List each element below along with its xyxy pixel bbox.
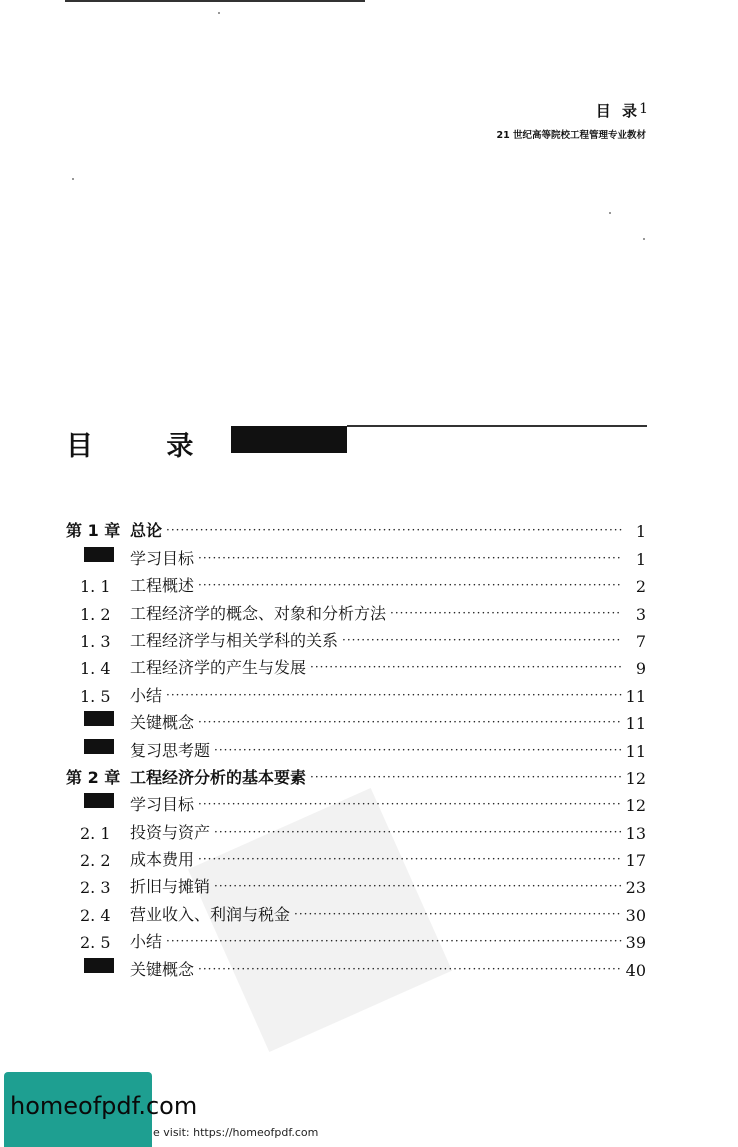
footer-visit-link[interactable]: e visit: https://homeofpdf.com	[153, 1126, 319, 1139]
toc-section-row[interactable]	[66, 651, 646, 678]
dot-leader	[198, 715, 622, 729]
page-number: 12	[625, 768, 646, 788]
dot-leader	[310, 660, 622, 674]
page-number: 12	[625, 796, 646, 816]
page-number: 7	[635, 631, 646, 651]
scan-speck	[609, 212, 611, 214]
dot-leader	[310, 770, 622, 784]
section-title: 成本费用	[130, 850, 195, 870]
section-title: 工程经济学的概念、对象和分析方法	[130, 603, 387, 623]
toc-item-row[interactable]	[66, 541, 646, 568]
top-rule	[65, 0, 365, 2]
toc-item-row[interactable]	[66, 706, 646, 733]
page-number: 40	[625, 960, 646, 980]
page-number: 11	[625, 714, 646, 734]
black-marker-icon	[84, 958, 114, 973]
section-title: 工程经济学的产生与发展	[130, 658, 307, 678]
page-number: 17	[625, 851, 646, 871]
item-title: 学习目标	[130, 548, 195, 568]
black-marker-icon	[84, 739, 114, 754]
page-number: 11	[625, 741, 646, 761]
scan-speck	[643, 238, 645, 240]
toc-section-row[interactable]	[66, 870, 646, 897]
dot-leader	[166, 523, 622, 537]
running-header-page-number: 1	[639, 101, 648, 117]
item-marker-cell	[66, 958, 126, 980]
item-title: 关键概念	[130, 959, 195, 979]
dot-leader	[390, 606, 622, 620]
scan-speck	[218, 12, 220, 14]
item-title: 关键概念	[130, 713, 195, 733]
page-number: 3	[635, 604, 646, 624]
page-number: 13	[625, 823, 646, 843]
section-number: 1. 1	[80, 577, 111, 597]
dot-leader	[214, 825, 622, 839]
page-number: 11	[625, 686, 646, 706]
item-marker-cell	[66, 711, 126, 733]
section-number: 1. 2	[80, 604, 111, 624]
toc-item-row[interactable]	[66, 788, 646, 815]
dot-leader	[214, 879, 622, 893]
dot-leader	[198, 551, 622, 565]
page-number: 1	[635, 522, 646, 542]
section-number: 1. 4	[80, 659, 111, 679]
dot-leader	[198, 852, 622, 866]
title-decoration-block	[231, 426, 347, 453]
dot-leader	[166, 934, 622, 948]
toc-item-row[interactable]	[66, 733, 646, 760]
black-marker-icon	[84, 711, 114, 726]
toc-section-row[interactable]	[66, 815, 646, 842]
dot-leader	[294, 907, 622, 921]
item-marker-cell	[66, 739, 126, 761]
toc-section-row[interactable]	[66, 925, 646, 952]
chapter-number: 第 1 章	[66, 521, 121, 541]
section-number: 2. 4	[80, 905, 111, 925]
toc-section-row[interactable]	[66, 596, 646, 623]
section-number: 1. 3	[80, 631, 111, 651]
item-marker-cell	[66, 793, 126, 815]
dot-leader	[214, 743, 622, 757]
item-title: 学习目标	[130, 795, 195, 815]
section-number: 2. 3	[80, 878, 111, 898]
section-title: 投资与资产	[130, 822, 211, 842]
dot-leader	[198, 797, 622, 811]
section-number: 2. 5	[80, 933, 111, 953]
chapter-title: 工程经济分析的基本要素	[130, 767, 307, 787]
table-of-contents	[66, 514, 646, 980]
item-marker-cell	[66, 547, 126, 569]
running-header-title: 目 录	[595, 102, 640, 120]
section-number: 2. 1	[80, 823, 111, 843]
section-title: 小结	[130, 932, 163, 952]
toc-section-row[interactable]	[66, 843, 646, 870]
toc-section-row[interactable]	[66, 569, 646, 596]
black-marker-icon	[84, 547, 114, 562]
toc-item-row[interactable]	[66, 952, 646, 979]
toc-section-row[interactable]	[66, 624, 646, 651]
dot-leader	[342, 633, 622, 647]
page-number: 1	[635, 549, 646, 569]
toc-section-row[interactable]	[66, 678, 646, 705]
page-number: 2	[635, 577, 646, 597]
black-marker-icon	[84, 793, 114, 808]
chapter-title: 总论	[130, 521, 163, 541]
chapter-number: 第 2 章	[66, 767, 121, 787]
page-number: 23	[625, 878, 646, 898]
dot-leader	[198, 962, 622, 976]
running-header-subtitle: 21 世纪高等院校工程管理专业教材	[496, 130, 646, 141]
section-title: 小结	[130, 685, 163, 705]
section-title: 工程概述	[130, 576, 195, 596]
page-number: 39	[625, 933, 646, 953]
page-number: 30	[625, 905, 646, 925]
scan-speck	[72, 178, 74, 180]
toc-chapter-row[interactable]	[66, 761, 646, 788]
dot-leader	[166, 688, 622, 702]
dot-leader	[198, 578, 622, 592]
section-title: 折旧与摊销	[130, 877, 211, 897]
title-rule	[347, 425, 647, 427]
section-title: 工程经济学与相关学科的关系	[130, 630, 339, 650]
page-title: 目 录	[66, 431, 226, 462]
page-number: 9	[635, 659, 646, 679]
section-title: 营业收入、利润与税金	[130, 904, 291, 924]
item-title: 复习思考题	[130, 740, 211, 760]
section-number: 2. 2	[80, 851, 111, 871]
section-number: 1. 5	[80, 686, 111, 706]
toc-chapter-row[interactable]	[66, 514, 646, 541]
site-logo-text[interactable]: homeofpdf.com	[10, 1092, 198, 1120]
toc-section-row[interactable]	[66, 897, 646, 924]
